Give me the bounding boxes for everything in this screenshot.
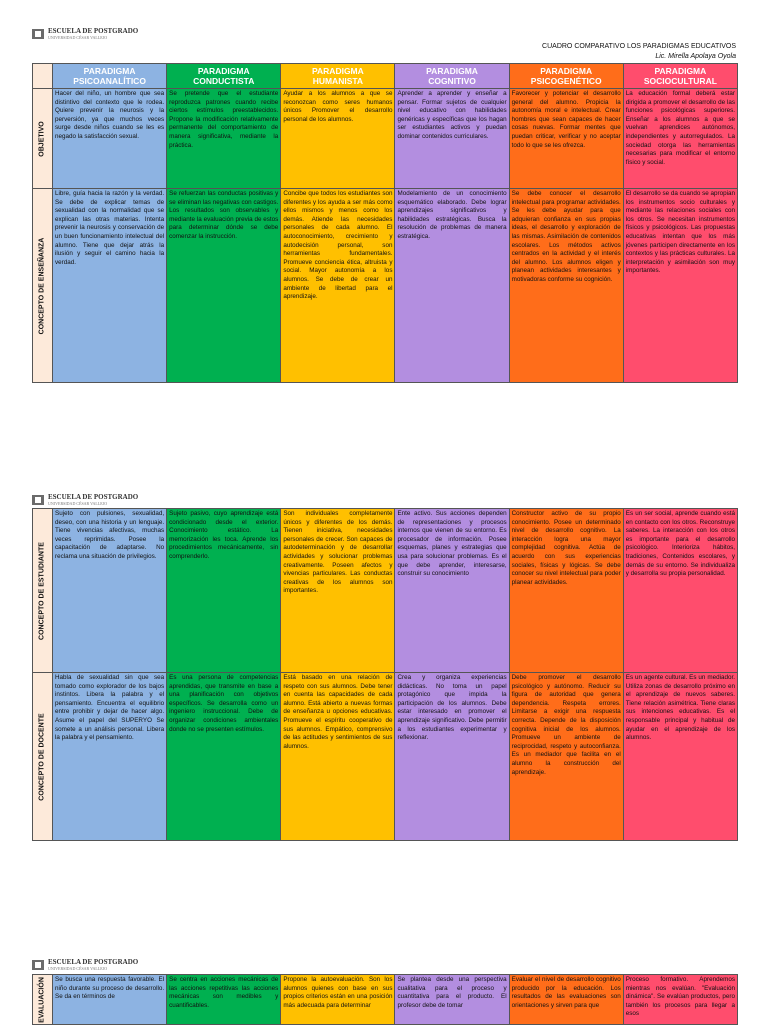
corner-cell — [33, 64, 53, 89]
school-logo — [32, 493, 138, 506]
row-label-concepto-de-ensenanza: CONCEPTO DE ENSEÑANZA — [33, 189, 53, 383]
table-row-concepto-de-estudiante — [33, 509, 738, 673]
table-cell: Es un agente cultural. Es un mediador. Utiliza zonas de desarrollo próximo en el aprendizaje de nuevos saberes. Tiene relación asimétrica. Tiene claras sus intenciones educativas. Es el responsable principal y habitual de ayudar en el aprendizaje de los alumnos. — [623, 673, 737, 841]
header-row — [33, 64, 738, 89]
table-cell: Aprender a aprender y enseñar a pensar. Formar sujetos de cualquier nivel educativo con habilidades genéricas y específicas que los hagan ser estudiantes activos y puedan dominar contenidos curriculares. — [395, 89, 509, 189]
row-label-objetivo: OBJETIVO — [33, 89, 53, 189]
table-cell: Proceso formativo. Aprendemos mientras nos evalúan. "Evaluación dinámica". Se evalúan productos, pero también los procesos para llegar a esos — [623, 975, 737, 1025]
table-cell: Se busca una respuesta favorable. El niño durante su proceso de desarrollo. Se da en términos de — [53, 975, 167, 1025]
table-cell: Ente activo. Sus acciones dependen de representaciones y procesos internos que vienen de su entorno. Es procesador de información. Posee esquemas, planes y estrategias que usa para solucionar problemas. Es el que debe aprender, interesarse, construir su conocimiento — [395, 509, 509, 673]
table-cell: Se refuerzan las conductas positivas y se eliminan las negativas con castigos. Los resultados son observables y mediante la evaluación previa de estos para determinar dónde se debe comenzar la instrucción. — [167, 189, 281, 383]
school-crest-icon — [32, 29, 44, 39]
logo-subtext: UNIVERSIDAD CÉSAR VALLEJO — [48, 35, 108, 40]
school-logo — [32, 958, 138, 971]
school-logo — [32, 27, 138, 40]
logo-text: ESCUELA DE POSTGRADO — [48, 27, 139, 35]
table-row-evaluacion — [33, 975, 738, 1025]
row-label-evaluacion: EVALUACIÓN — [33, 975, 53, 1025]
logo-text: ESCUELA DE POSTGRADO — [48, 958, 139, 966]
column-header-psicoanalitico: PARADIGMA PSICOANALÍTICO — [53, 64, 167, 89]
table-row-concepto-de-docente — [33, 673, 738, 841]
table-cell: El desarrollo se da cuando se apropian los instrumentos socio culturales y mediante las relaciones sociales con los otros. Se necesitan instrumentos físicos y psicológicos. Las propuestas educativas intentan que los más jóvenes participen directamente en los contextos y las prácticas culturales. La interpretación y asimilación son muy importantes. — [623, 189, 737, 383]
table-cell: Se plantea desde una perspectiva cualitativa para el proceso y cuantitativa para el producto. El profesor debe de tomar — [395, 975, 509, 1025]
column-header-psicogenetico: PARADIGMA PSICOGENÉTICO — [509, 64, 623, 89]
logo-subtext: UNIVERSIDAD CÉSAR VALLEJO — [48, 501, 108, 506]
table-cell: Concibe que todos los estudiantes son diferentes y los ayuda a ser más como ellos mismos y menos como los demás. Atiende las necesidades personales de cada alumno. El autoconocimiento, crecimiento y autodecisión personal, son herramientas fundamentales. Promueve conciencia ética, altruista y social. Mayor autonomía a los alumnos. Se debe de crear un ambiente de libertad para el aprendizaje. — [281, 189, 395, 383]
logo-text: ESCUELA DE POSTGRADO — [48, 493, 139, 501]
table-cell: Evaluar el nivel de desarrollo cognitivo producido por la educación. Los resultados de las evaluaciones son orientaciones y sirven para que — [509, 975, 623, 1025]
table-cell: Se centra en acciones mecánicas de las acciones repetitivas las acciones mecánicas son medibles y cuantificables. — [167, 975, 281, 1025]
table-cell: Es un ser social, aprende cuando está en contacto con los otros. Reconstruye saberes. La interacción con los otros es importante para el desarrollo psicológico. Interioriza hábitos, tradiciones, Contenidos escolares, y demás de su entorno. Se individualiza y desarrolla su propia personalidad. — [623, 509, 737, 673]
logo-subtext: UNIVERSIDAD CÉSAR VALLEJO — [48, 966, 108, 971]
column-header-cognitivo: PARADIGMA COGNITIVO — [395, 64, 509, 89]
row-label-concepto-de-docente: CONCEPTO DE DOCENTE — [33, 673, 53, 841]
table-cell: Está basado en una relación de respeto con sus alumnos. Debe tener en cuenta las capacidades de cada alumno. Está abierto a nuevas formas de enseñanza u opciones educativas. Promueve el espíritu cooperativo de sus alumnos. Empático, comprensivo de las actitudes y sentimientos de sus alumnos. — [281, 673, 395, 841]
table-cell: Hacer del niño, un hombre que sea distintivo del contexto que le rodea. Quiere prevenir la neurosis y la perversión, ya que muchos veces surge desde niños cuando se les es negado la satisfacción sexual. — [53, 89, 167, 189]
table-cell: Se pretende que el estudiante reproduzca patrones cuando recibe ciertos estímulos preestablecidos. Propone la modificación relativamente permanente del comportamiento de manera significativa, mediante la práctica. — [167, 89, 281, 189]
table-cell: Libre, guía hacia la razón y la verdad. Se debe de explicar temas de sexualidad con la normalidad que se explican las otras materias. Intenta prevenir la neurosis y conservación de un buen funcionamiento intelectual del alumno. Tiene que dejar atrás la ilusión y seguir el camino hacia la verdad. — [53, 189, 167, 383]
document-author: Lic. Mirella Apolaya Oyola — [655, 53, 736, 60]
table-cell: Sujeto pasivo, cuyo aprendizaje está condicionado desde el exterior. Conocimiento estático. La memorización les toca. Aprende los procedimientos mecánicamente, sin comprenderlo. — [167, 509, 281, 673]
table-row-objetivo — [33, 89, 738, 189]
table-row-concepto-de-ensenanza — [33, 189, 738, 383]
comparison-table-page-3 — [32, 974, 738, 1025]
comparison-table-page-1 — [32, 63, 738, 383]
table-cell: Habla de sexualidad sin que sea tomado como explorador de los bajos instintos. Libera la palabra y el pensamiento. Encuentra el equilibrio entre prohibir y dejar de hacer algo. Asume el papel del SUPERYO Se somete a un análisis personal. Libera la palabra y el pensamiento. — [53, 673, 167, 841]
table-cell: Favorecer y potenciar el desarrollo general del alumno. Propicia la autonomía moral e intelectual. Crear hombres que sean capaces de hacer cosas nuevas. Formar mentes que puedan criticar, verificar y no aceptar todo lo que se les ofrezca. — [509, 89, 623, 189]
table-cell: Sujeto con pulsiones, sexualidad, deseo, con una historia y un lenguaje. Tiene vivencias afectivas, muchas veces reprimidas. Posee la capacitación de adaptarse. No reclama una situación de privilegios. — [53, 509, 167, 673]
table-cell: Modelamiento de un conocimiento esquemático elaborado. Debe lograr aprendizajes significativos y habilidades estratégicas. Busca la resolución de problemas de manera estratégica. — [395, 189, 509, 383]
table-cell: Ayudar a los alumnos a que se reconozcan como seres humanos únicos Promover el desarrollo personal de los alumnos. — [281, 89, 395, 189]
table-cell: Es una persona de competencias aprendidas, que transmite en base a una planificación con objetivos específicos. Se desarrolla como un ingeniero instruccional. Debe de organizar condiciones ambientales donde no se presenten estímulos. — [167, 673, 281, 841]
table-cell: Son individuales completamente únicos y diferentes de los demás. Tienen iniciativa, necesidades personales de crecer. Son capaces de autodeterminación y de desarrollar actividades y solucionar problemas creativamente. Poseen afectos y vivencias particulares. Las conductas creativas de los alumnos son importantes. — [281, 509, 395, 673]
column-header-conductista: PARADIGMA CONDUCTISTA — [167, 64, 281, 89]
row-label-concepto-de-estudiante: CONCEPTO DE ESTUDIANTE — [33, 509, 53, 673]
table-cell: Se debe conocer el desarrollo intelectual para programar actividades. Se les debe ayudar para que adquieran confianza en sus propias ideas, el desarrollo y exploración de las mismas. Asimilación de contenidos escolares. Los métodos activos centrados en la actividad y el interés del alumno. Los alumnos eligen y planean actividades interesantes y motivadoras conforme su cognición. — [509, 189, 623, 383]
table-cell: Propone la autoevaluación. Son los alumnos quienes con base en sus propios criterios están en una posición más adecuada para determinar — [281, 975, 395, 1025]
document-title: CUADRO COMPARATIVO LOS PARADIGMAS EDUCATIVOS — [542, 43, 736, 50]
comparison-table-page-2 — [32, 508, 738, 841]
column-header-humanista: PARADIGMA HUMANISTA — [281, 64, 395, 89]
school-crest-icon — [32, 495, 44, 505]
table-cell: Debe promover el desarrollo psicológico y autónomo. Reducir su figura de autoridad que genera dependencia. Respeta errores. Limitarse a exigir una respuesta correcta. Depende de la disposición cognitiva inicial de los alumnos. Promueve un ambiente de reciprocidad, respeto y autoconfianza. Es un mediador que facilita en el alumno la construcción del aprendizaje. — [509, 673, 623, 841]
document-heading — [542, 42, 736, 62]
table-cell: Constructor activo de su propio conocimiento. Posee un determinado nivel de desarrollo cognitivo. La interacción logra una mayor complejidad cognitiva. Actúa de acuerdo con sus experiencias sociales, físicas y lógicas. Se debe conocer su nivel intelectual para poder planear actividades. — [509, 509, 623, 673]
school-crest-icon — [32, 960, 44, 970]
table-cell: La educación formal deberá estar dirigida a promover el desarrollo de las funciones psicológicas superiores. Enseñar a los alumnos a que se vuelvan aprendices autónomos, independientes y autorregulados. La sociedad otorga las herramientas necesarias para modificar el entorno físico y social. — [623, 89, 737, 189]
table-cell: Crea y organiza experiencias didácticas. No toma un papel protagónico que impida la participación de los alumnos. Debe estar interesado en promover el aprendizaje significativo. Debe permitir a los estudiantes experimentar y reflexionar. — [395, 673, 509, 841]
column-header-sociocultural: PARADIGMA SOCIOCULTURAL — [623, 64, 737, 89]
